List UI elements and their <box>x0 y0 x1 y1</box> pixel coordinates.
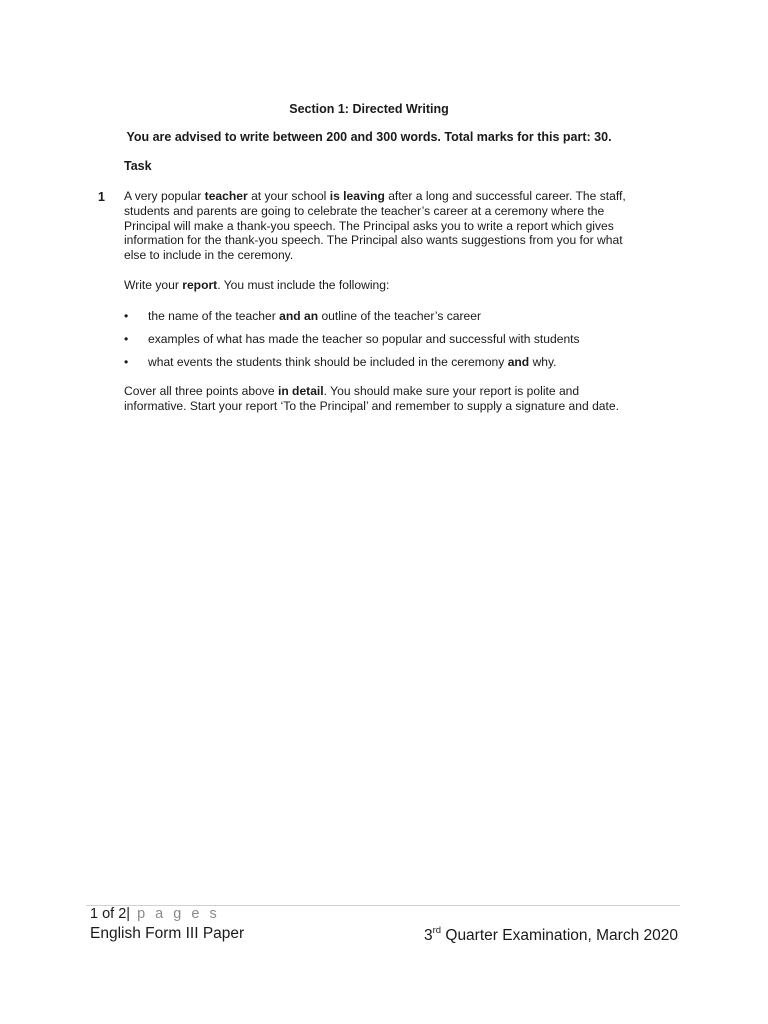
question-intro <box>124 189 644 263</box>
page-number: 1 of 2| <box>90 906 131 922</box>
exam-ordinal-suffix: rd <box>432 925 442 936</box>
intro-text-1: A very popular <box>124 189 205 203</box>
bullet-marker: • <box>124 355 129 369</box>
closing-text-2: . You should make sure your report is polite and informative. Start your report ‘To the Principal’ and remember to supply a signature and date. <box>124 384 619 413</box>
instruction-text-2: . You must include the following: <box>217 278 390 292</box>
intro-emphasis-teacher: teacher <box>204 189 248 203</box>
instruction-text-1: Write your <box>124 278 183 292</box>
intro-emphasis-leaving: is leaving <box>329 189 385 203</box>
bullet-marker: • <box>124 309 129 323</box>
page-counter <box>90 906 220 922</box>
bullet-marker: • <box>124 332 129 346</box>
intro-text-2: at your school <box>247 189 330 203</box>
bullet-text-part: what events the students think should be included in the ceremony <box>148 355 508 369</box>
bullet-emphasis: and <box>507 355 530 369</box>
closing-text-1: Cover all three points above <box>124 384 278 398</box>
word-count-advice: You are advised to write between 200 and 300 words. Total marks for this part: 30. <box>126 130 612 144</box>
intro-text-3: after a long and successful career. The staff, <box>384 189 626 203</box>
paper-name: English Form III Paper <box>90 925 245 942</box>
bullet-text <box>148 332 580 347</box>
intro-text-rest: students and parents are going to celebrate the teacher’s career at a ceremony where the Principal will make a thank-you speech. The Principal asks you to write a report which gives information for the thank-you speech. The Principal also wants suggestions from you for what else to include in the ceremony. <box>124 203 623 263</box>
bullet-text <box>148 309 481 324</box>
exam-name <box>424 925 678 945</box>
instruction-emphasis-report: report <box>182 278 218 292</box>
bullet-text-part: outline of the teacher’s career <box>318 309 482 323</box>
closing-instruction <box>124 384 644 414</box>
exam-ordinal: 3 <box>424 927 433 944</box>
bullet-text-part: the name of the teacher <box>148 309 280 323</box>
bullet-text <box>148 355 557 370</box>
bullet-text-part: examples of what has made the teacher so popular and successful with students <box>148 332 580 346</box>
exam-title: Quarter Examination, March 2020 <box>441 927 678 944</box>
pages-label: p a g e s <box>130 906 220 922</box>
bullet-text-part: why. <box>529 355 557 369</box>
section-title: Section 1: Directed Writing <box>289 102 449 116</box>
question-number: 1 <box>98 190 105 204</box>
closing-emphasis: in detail <box>277 384 324 398</box>
bullet-emphasis: and an <box>279 309 319 323</box>
instruction <box>124 278 644 293</box>
task-label: Task <box>124 159 152 173</box>
